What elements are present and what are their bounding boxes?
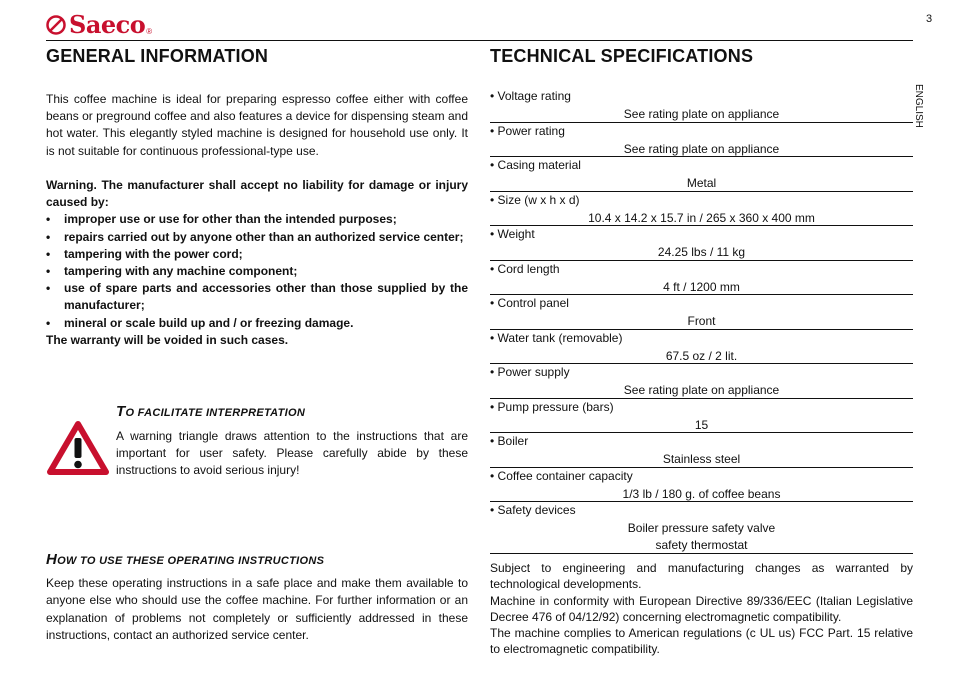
spec-row [490, 157, 913, 192]
spec-label: • Power supply [490, 365, 570, 379]
spec-value: Stainless steel [662, 452, 741, 466]
spec-value: 15 [694, 417, 709, 432]
spec-label: • Coffee container capacity [490, 468, 633, 483]
spec-row [490, 192, 913, 227]
spec-row [490, 123, 913, 158]
technical-specifications-title: TECHNICAL SPECIFICATIONS [490, 46, 754, 66]
spec-value: Front [687, 314, 716, 328]
spec-value: 1/3 lb / 180 g. of coffee beans [622, 486, 781, 501]
spec-label: • Pump pressure (bars) [490, 399, 614, 414]
facilitate-heading [116, 403, 305, 420]
spec-value: 67.5 oz / 2 lit. [665, 348, 738, 363]
compliance-notes [490, 560, 913, 658]
spec-value [490, 520, 913, 554]
warning-triangle-icon [46, 420, 110, 476]
warning-list [46, 211, 468, 331]
warranty-note: The warranty will be voided in such cases. [46, 332, 289, 347]
spec-label: • Safety devices [490, 503, 576, 517]
spec-row [490, 295, 913, 330]
brand-name: Saeco [69, 10, 146, 39]
spec-row [490, 433, 913, 468]
spec-value: See rating plate on appliance [623, 107, 780, 121]
spec-table [490, 88, 913, 554]
spec-label: • Weight [490, 227, 535, 241]
howto-text: Keep these operating instructions in a safe place and make them available to anyone else who should use the coffee machine. For further information or an explanation of problems not completely or sufficiently addressed in these instructions, contact an authorized service center. [46, 576, 468, 643]
warning-block [46, 177, 468, 349]
language-tab: ENGLISH [913, 84, 924, 128]
spec-value: 4 ft / 1200 mm [663, 279, 740, 294]
spec-row [490, 226, 913, 261]
spec-label: • Power rating [490, 123, 565, 138]
warning-item: • mineral or scale build up and / or freezing damage. [46, 315, 468, 332]
spec-row [490, 502, 913, 554]
warning-heading: Warning. The manufacturer shall accept no liability for damage or injury caused by: [46, 178, 468, 210]
facilitate-heading-cap: T [116, 403, 126, 420]
general-information-title: GENERAL INFORMATION [46, 46, 269, 66]
note-paragraph: Machine in conformity with European Directive 89/336/EEC (Italian Legislative Decree 476 of 04/12/92) concerning electromagnetic compatibility. [490, 593, 913, 624]
spec-row [490, 261, 913, 296]
spec-value: Metal [686, 176, 717, 190]
spec-row [490, 330, 913, 365]
spec-label: • Boiler [490, 434, 529, 448]
spec-row [490, 88, 913, 123]
header-divider [46, 40, 913, 41]
warning-item: • improper use or use for other than the intended purposes; [46, 211, 468, 228]
page-number: 3 [926, 13, 933, 25]
spec-row [490, 364, 913, 399]
warning-item: • tampering with the power cord; [46, 246, 468, 263]
intro-paragraph: This coffee machine is ideal for preparing espresso coffee either with coffee beans or preground coffee and also features a device for dispensing steam and hot water. This elegantly styled machine is designed for household use only. It is not suitable for continuous professional-type use. [46, 92, 468, 158]
spec-label: • Cord length [490, 261, 560, 276]
facilitate-text: A warning triangle draws attention to the instructions that are important for user safety. Please carefully abide by these instructions to avoid serious injury! [116, 429, 468, 478]
saeco-logo [46, 10, 152, 40]
note-paragraph: Subject to engineering and manufacturing changes as warranted by technological developments. [490, 561, 913, 592]
spec-value: See rating plate on appliance [623, 383, 780, 397]
spec-row [490, 399, 913, 434]
spec-value: 10.4 x 14.2 x 15.7 in / 265 x 360 x 400 mm [588, 210, 815, 225]
howto-heading-cap: H [46, 551, 58, 568]
spec-label: • Control panel [490, 296, 569, 310]
spec-label: • Water tank (removable) [490, 330, 623, 345]
spec-label: • Size (w x h x d) [490, 192, 580, 207]
spec-value-line: Boiler pressure safety valve [627, 521, 776, 535]
spec-value: See rating plate on appliance [623, 141, 780, 156]
saeco-mark-icon [46, 15, 66, 35]
howto-heading [46, 551, 324, 568]
spec-label: • Voltage rating [490, 89, 571, 103]
howto-heading-rest: OW TO USE THESE OPERATING INSTRUCTIONS [57, 555, 325, 567]
spec-row [490, 468, 913, 503]
warning-item: • use of spare parts and accessories other than those supplied by the manufacturer; [46, 280, 468, 314]
warning-item: • tampering with any machine component; [46, 263, 468, 280]
spec-value: 24.25 lbs / 11 kg [657, 245, 746, 259]
spec-value-line: safety thermostat [655, 538, 748, 552]
registered-mark: ® [146, 27, 153, 36]
note-paragraph: The machine complies to American regulations (c UL us) FCC Part. 15 relative to electromagnetic compatibility. [490, 626, 913, 657]
spec-label: • Casing material [490, 158, 581, 172]
facilitate-heading-rest: O FACILITATE INTERPRETATION [125, 407, 306, 419]
warning-item: • repairs carried out by anyone other than an authorized service center; [46, 229, 468, 246]
